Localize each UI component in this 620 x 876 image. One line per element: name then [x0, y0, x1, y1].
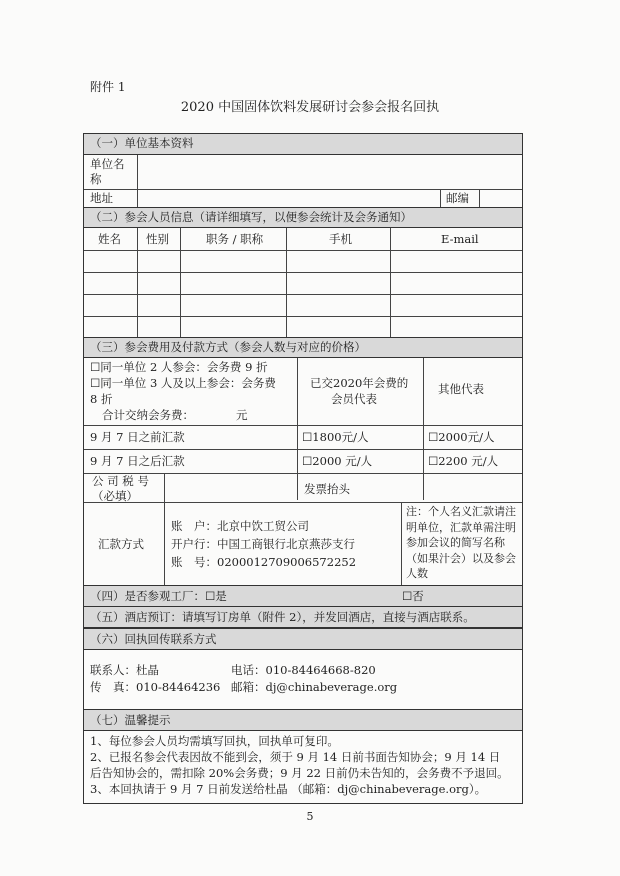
registration-form — [83, 133, 523, 804]
section-heading: （七）温馨提示 — [90, 713, 171, 727]
member-header: 已交2020年会费的 — [310, 376, 409, 390]
section-heading: （三）参会费用及付款方式（参会人数与对应的价格） — [90, 340, 366, 354]
account-number: 账 号：0200012709006572252 — [171, 555, 357, 569]
account-name: 账 户：北京中饮工贸公司 — [171, 519, 309, 533]
col-header-name: 姓名 — [98, 232, 121, 246]
discount-option-three-cont: 8 折 — [90, 392, 113, 406]
page-title: 2020 中国固体饮料发展研讨会参会报名回执 — [180, 100, 440, 115]
address-label: 地址 — [90, 191, 113, 205]
section-factory-visit — [84, 585, 522, 607]
unit-name-label: 单位名 — [90, 157, 125, 171]
contact-person: 联系人：杜晶 — [90, 663, 159, 677]
total-fee-label: 合计交纳会务费： — [102, 408, 194, 422]
total-fee-unit: 元 — [236, 408, 248, 422]
section-heading: （二）参会人员信息（请详细填写，以便参会统计及会务通知） — [90, 210, 412, 224]
discount-option-three: ☐同一单位 3 人及以上参会：会务费 — [90, 376, 276, 390]
attachment-label: 附件 1 — [90, 80, 126, 94]
section-hotel — [84, 606, 522, 628]
section-heading: （一）单位基本资料 — [90, 136, 194, 150]
section-attendee-info — [84, 207, 522, 228]
tax-id-required: （必填） — [92, 489, 138, 503]
remittance-note: 注：个人名义汇款请注明单位，汇款单需注明参加会议的简写名称（如果汁会）以及参会人数 — [406, 505, 516, 580]
before-sep7-label: 9 月 7 日之前汇款 — [90, 430, 185, 444]
invoice-title-label: 发票抬头 — [304, 482, 350, 496]
remittance-label: 汇款方式 — [98, 537, 144, 551]
section-tips — [84, 709, 522, 731]
factory-visit-no: ☐否 — [402, 589, 424, 603]
page-number: 5 — [306, 810, 314, 823]
section-fees — [84, 337, 522, 358]
before-sep7-member-fee: ☐1800元/人 — [302, 430, 369, 444]
tip-item: 后告知协会的，需扣除 20%会务费；9 月 22 日前仍未告知的，会务费不予退回。 — [90, 766, 509, 780]
postcode-label: 邮编 — [446, 191, 469, 205]
col-header-gender: 性别 — [146, 232, 169, 246]
tax-id-label: 公 司 税 号 — [92, 474, 149, 488]
section-unit-info — [84, 134, 522, 155]
after-sep7-member-fee: ☐2000 元/人 — [302, 454, 373, 468]
col-header-email: E-mail — [441, 232, 479, 246]
tip-item: 1、每位参会人员均需填写回执，回执单可复印。 — [90, 734, 339, 748]
contact-email: 邮箱：dj@chinabeverage.org — [231, 680, 398, 694]
before-sep7-other-fee: ☐2000元/人 — [428, 430, 495, 444]
after-sep7-label: 9 月 7 日之后汇款 — [90, 454, 185, 468]
bank-name: 开户行：中国工商银行北京燕莎支行 — [171, 537, 355, 551]
section-heading: （五）酒店预订：请填写订房单（附件 2），并发回酒店，直接与酒店联系。 — [90, 610, 475, 624]
section-contact — [84, 628, 522, 650]
tip-item: 2、已报名参会代表因故不能到会，须于 9 月 14 日前书面告知协会；9 月 14 日 — [90, 750, 501, 764]
other-header: 其他代表 — [438, 382, 484, 396]
contact-phone: 电话：010-84464668-820 — [231, 663, 376, 677]
after-sep7-other-fee: ☐2200 元/人 — [428, 454, 499, 468]
section-heading: （四）是否参观工厂：☐是 — [90, 589, 227, 603]
tip-item: 3、本回执请于 9 月 7 日前发送给杜晶 （邮箱：dj@chinabeverage.org）。 — [90, 782, 487, 796]
contact-fax: 传 真：010-84464236 — [90, 680, 221, 694]
discount-option-two: ☐同一单位 2 人参会：会务费 9 折 — [90, 360, 268, 374]
unit-name-label-cont: 称 — [90, 172, 102, 186]
member-header-cont: 会员代表 — [331, 392, 377, 406]
col-header-position: 职务 / 职称 — [206, 232, 264, 246]
col-header-mobile: 手机 — [329, 232, 352, 246]
section-heading: （六）回执回传联系方式 — [90, 632, 217, 646]
